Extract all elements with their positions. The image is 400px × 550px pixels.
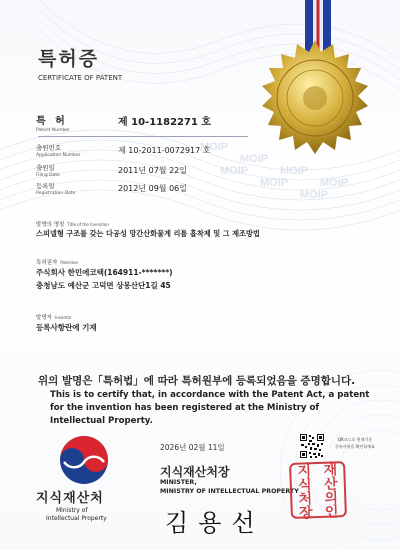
application-number-label-ko: 출원번호: [36, 144, 62, 152]
inventor-value: 등록사항란에 기재: [36, 323, 97, 332]
registration-date-label-en: Registration Date: [36, 191, 76, 196]
patentee-label-ko: 특허권자: [36, 260, 58, 266]
filing-date-label: [36, 163, 60, 178]
invention-label-ko: 발명의 명칭: [36, 222, 65, 228]
watermark-4: MOIP: [320, 177, 349, 189]
certification-statement-ko: 위의 발명은「특허법」에 따라 특허원부에 등록되었음을 증명합니다.: [38, 375, 356, 387]
patentee-label-en: Patentee: [60, 260, 79, 265]
inventor-label-en: Inventor: [54, 315, 72, 320]
filing-date-value: 2011년 07월 22일: [118, 166, 187, 175]
official-red-stamp: [289, 461, 347, 522]
watermark-7: MOIP: [300, 189, 329, 201]
watermark-1: MOIP: [200, 141, 229, 153]
filing-date-label-en: Filing Date: [36, 173, 60, 178]
watermark-2: MOIP: [240, 153, 269, 165]
commissioner-title-en-1: MINISTER,: [160, 479, 197, 486]
patentee-label: [36, 258, 78, 266]
inventor-label-ko: 발명자: [36, 315, 52, 321]
stamp-char-4: 의인: [324, 490, 339, 521]
certificate-title: 특허증: [38, 48, 100, 70]
application-number-label: [36, 143, 81, 158]
filing-date-label-ko: 출원일: [36, 164, 55, 172]
watermark-6: MOIP: [260, 177, 289, 189]
watermark-5: MOIP: [220, 165, 249, 177]
ministry-name-en-2: Intellectual Property: [46, 515, 107, 522]
registration-date-label: [36, 181, 75, 196]
divider: [38, 136, 248, 137]
ministry-name-ko: 지식재산처: [36, 491, 104, 506]
stamp-char-2: 재산: [323, 462, 338, 493]
patent-number-label-ko: 특 허: [36, 116, 68, 127]
commissioner-signature: 김용선: [165, 509, 265, 537]
qr-instruction-line-1: QR코드로 현재기준: [337, 437, 373, 442]
stamp-char-3: 처장: [298, 491, 313, 522]
ministry-emblem-logo: [56, 432, 112, 488]
commissioner-title-en-2: MINISTRY OF INTELLECTUAL PROPERTY: [160, 488, 299, 495]
qr-instruction: [330, 436, 380, 450]
invention-title-value: 스피넬형 구조를 갖는 다공성 망간산화물계 리튬 흡착제 및 그 제조방법: [36, 229, 260, 238]
ministry-name-en-1: Ministry of: [56, 507, 88, 514]
application-number-label-en: Application Number: [36, 153, 81, 158]
registration-date-label-ko: 등록일: [36, 182, 55, 190]
commissioner-title-ko: 지식재산처장: [160, 465, 230, 479]
issue-date: 2026년 02월 11일: [160, 443, 225, 452]
patent-number-label: [36, 112, 70, 133]
watermark-3: MOIP: [280, 165, 309, 177]
gold-seal-emblem: [255, 38, 375, 158]
patentee-address: 충청남도 예산군 고덕면 상몽산단1길 45: [36, 281, 171, 290]
certificate-title-en: CERTIFICATE OF PATENT: [38, 74, 123, 82]
qr-code[interactable]: [299, 433, 325, 459]
registration-date-value: 2012년 09월 06일: [118, 184, 187, 193]
patent-number-label-en: Patent Number: [36, 128, 70, 133]
patent-number-value: 제 10-1182271 호: [118, 117, 212, 128]
invention-label-en: Title of the Invention: [67, 222, 109, 227]
invention-label: [36, 220, 109, 228]
stamp-char-1: 지식: [297, 463, 312, 494]
certification-statement-en: This is to certify that, in accordance with the Patent Act, a patent for the invention has been registered at the Ministry of Intellectual Property.: [50, 390, 370, 426]
qr-instruction-line-2: 등록사항을 확인하세요: [335, 444, 375, 449]
patentee-name: 주식회사 한민에코텍(164911-*******): [36, 268, 173, 277]
inventor-label: [36, 313, 72, 321]
application-number-value: 제 10-2011-0072917 호: [118, 146, 211, 155]
